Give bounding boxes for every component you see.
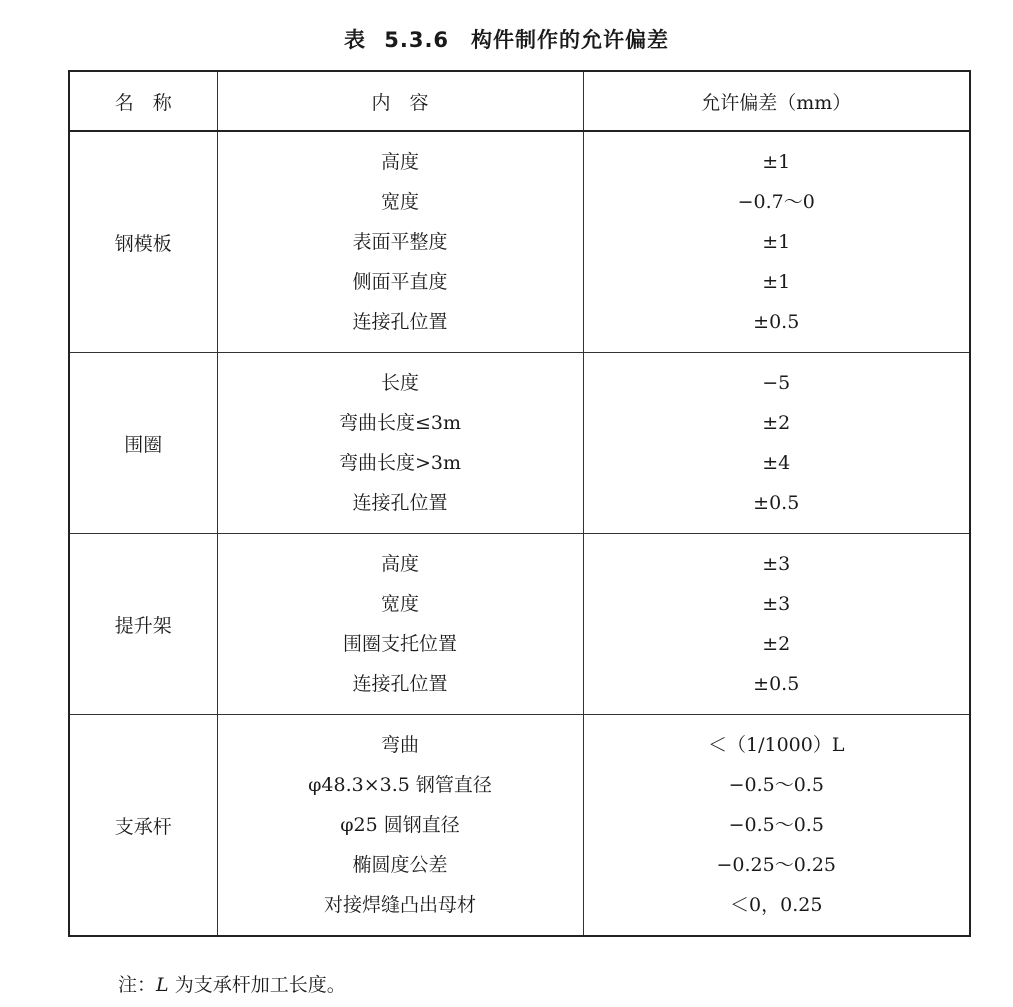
tolerance-item: ±0.5 bbox=[753, 673, 800, 695]
content-item: 表面平整度 bbox=[352, 231, 448, 253]
tolerance-item: ±1 bbox=[762, 231, 791, 253]
header-name: 名 称 bbox=[69, 71, 217, 131]
content-item: 弯曲长度>3m bbox=[338, 452, 462, 474]
note-text: 为支承杆加工长度。 bbox=[174, 974, 346, 996]
tolerance-item: ±1 bbox=[762, 151, 791, 173]
tolerance-item: −5 bbox=[762, 372, 791, 394]
content-item: 弯曲长度≤3m bbox=[338, 412, 462, 434]
table-note bbox=[118, 970, 346, 997]
table-row bbox=[69, 534, 970, 715]
tolerance-cell bbox=[583, 715, 970, 937]
content-item: 连接孔位置 bbox=[352, 311, 448, 333]
content-item: 对接焊缝凸出母材 bbox=[323, 894, 476, 916]
group-name: 围圈 bbox=[69, 353, 217, 534]
tolerance-table bbox=[68, 70, 971, 937]
header-row bbox=[69, 71, 970, 131]
tolerance-item: −0.5～0.5 bbox=[728, 774, 824, 796]
group-name: 支承杆 bbox=[69, 715, 217, 937]
content-cell bbox=[217, 131, 583, 353]
header-content: 内 容 bbox=[217, 71, 583, 131]
content-item: 连接孔位置 bbox=[352, 492, 448, 514]
tolerance-item: ＜0，0.25 bbox=[730, 894, 823, 916]
tolerance-item: ±3 bbox=[762, 553, 791, 575]
tolerance-item: ±0.5 bbox=[753, 311, 800, 333]
content-item: 高度 bbox=[380, 151, 419, 173]
content-cell bbox=[217, 715, 583, 937]
tolerance-item: ±4 bbox=[762, 452, 791, 474]
header-tolerance: 允许偏差（mm） bbox=[583, 71, 970, 131]
content-item: 连接孔位置 bbox=[352, 673, 448, 695]
table-row bbox=[69, 353, 970, 534]
content-cell bbox=[217, 353, 583, 534]
tolerance-item: ±3 bbox=[762, 593, 791, 615]
tolerance-item: ±2 bbox=[762, 633, 791, 655]
content-item: 椭圆度公差 bbox=[352, 854, 448, 876]
table-row bbox=[69, 715, 970, 937]
content-item: 围圈支托位置 bbox=[342, 633, 457, 655]
content-cell bbox=[217, 534, 583, 715]
tolerance-item: ±1 bbox=[762, 271, 791, 293]
note-prefix: 注： bbox=[118, 974, 157, 996]
content-item: φ25 圆钢直径 bbox=[340, 814, 460, 836]
content-item: 高度 bbox=[380, 553, 419, 575]
content-item: 宽度 bbox=[380, 191, 419, 213]
content-item: 长度 bbox=[380, 372, 419, 394]
content-item: 侧面平直度 bbox=[352, 271, 448, 293]
tolerance-cell bbox=[583, 353, 970, 534]
tolerance-item: ±2 bbox=[762, 412, 791, 434]
tolerance-item: ±0.5 bbox=[753, 492, 800, 514]
group-name: 钢模板 bbox=[69, 131, 217, 353]
tolerance-cell bbox=[583, 131, 970, 353]
tolerance-item: −0.7～0 bbox=[737, 191, 815, 213]
content-item: φ48.3×3.5 钢管直径 bbox=[308, 774, 492, 796]
tolerance-item: −0.5～0.5 bbox=[728, 814, 824, 836]
content-item: 宽度 bbox=[380, 593, 419, 615]
content-item: 弯曲 bbox=[380, 734, 419, 756]
tolerance-cell bbox=[583, 534, 970, 715]
note-symbol: L bbox=[156, 974, 169, 996]
tolerance-item: −0.25～0.25 bbox=[716, 854, 837, 876]
tolerance-item: ＜（1/1000）L bbox=[708, 734, 845, 756]
group-name: 提升架 bbox=[69, 534, 217, 715]
table-title: 表 5.3.6 构件制作的允许偏差 bbox=[343, 28, 670, 52]
table-row bbox=[69, 131, 970, 353]
